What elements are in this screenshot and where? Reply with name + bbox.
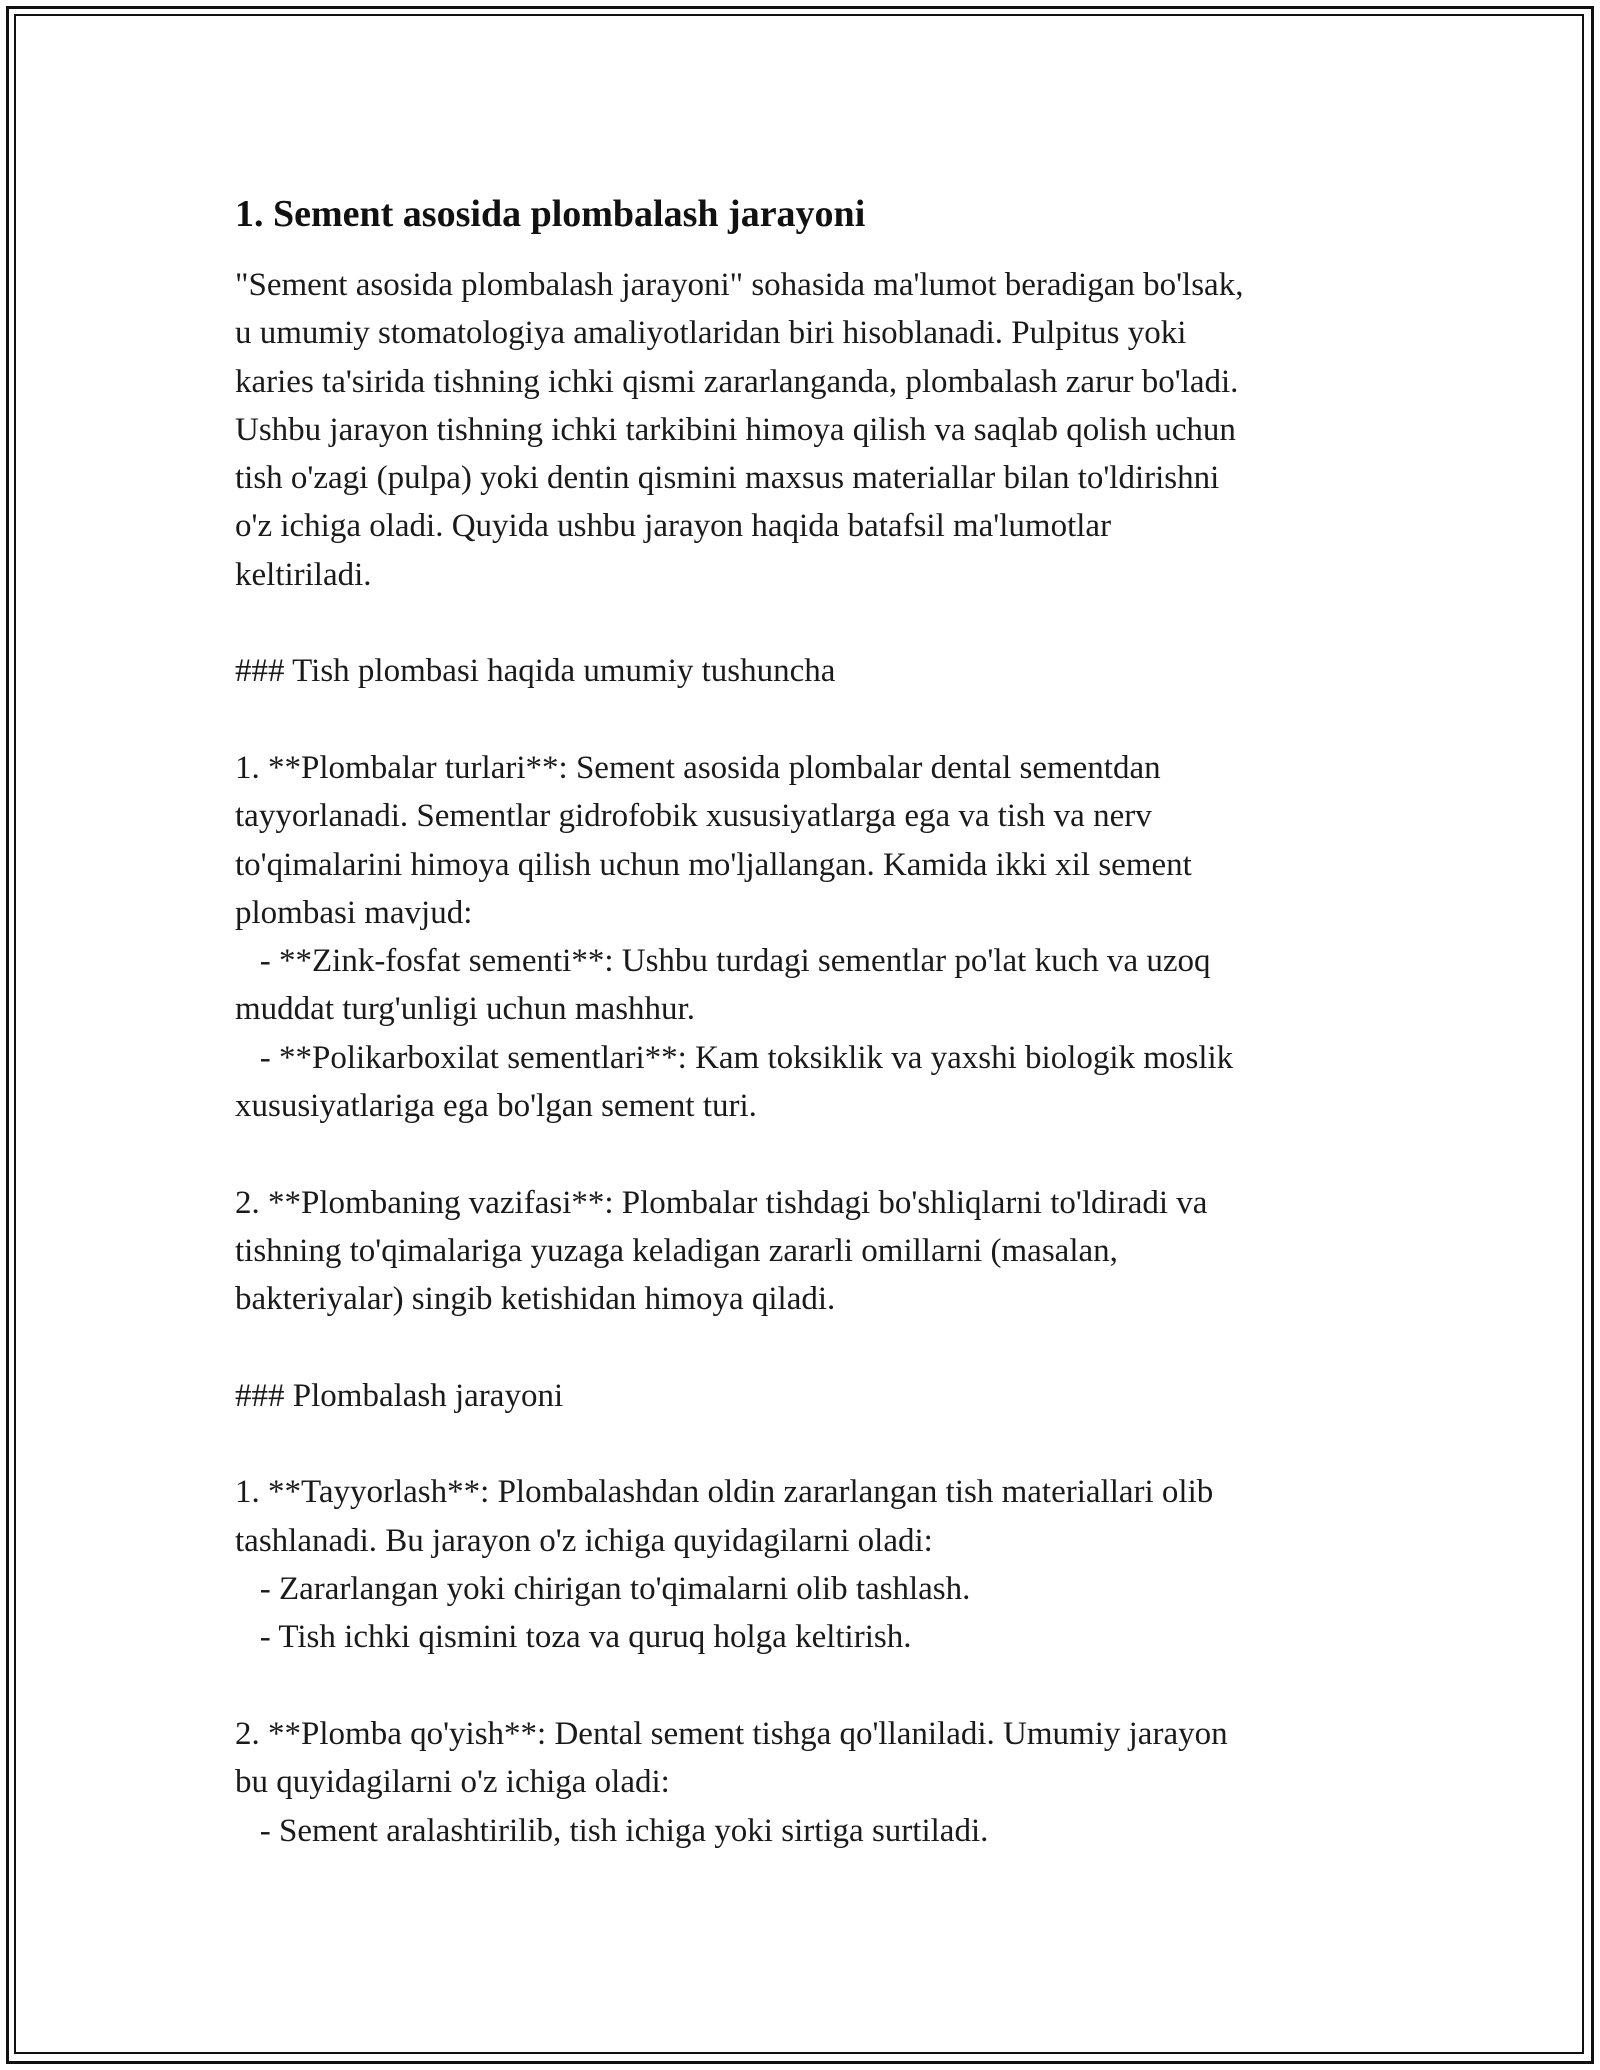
document-body: "Sement asosida plombalash jarayoni" sohasida ma'lumot beradigan bo'lsak, u umumiy stomatologiya amaliyotlaridan biri hisoblanadi. Pulpitus yoki karies ta'sirida tishning ichki qismi zararlanganda, plombalash zarur bo'ladi. Ushbu jarayon tishning ichki tarkibini himoya qilish va saqlab qolish uchun tish o'zagi (pulpa) yoki dentin qismini maxsus materiallar bilan to'ldirishni o'z ichiga oladi. Quyida ushbu jarayon haqida batafsil ma'lumotlar keltiriladi. ### Tish plombasi haqida umumiy tushuncha 1. **Plombalar turlari**: Sement asosida plombalar dental sementdan tayyorlanadi. Sementlar gidrofobik xususiyatlarga ega va tish va nerv to'qimalarini himoya qilish uchun mo'ljallangan. Kamida ikki xil sement plombasi mavjud: - **Zink-fosfat sementi**: Ushbu turdagi sementlar po'lat kuch va uzoq muddat turg'unligi uchun mashhur. - **Polikarboxilat sementlari**: Kam toksiklik va yaxshi biologik moslik xususiyatlariga ega bo'lgan sement turi. 2. **Plombaning vazifasi**: Plombalar tishdagi bo'shliqlarni to'ldiradi va tishning to'qimalariga yuzaga keladigan zararli omillarni (masalan, bakteriyalar) singib ketishidan himoya qiladi. ### Plombalash jarayoni 1. **Tayyorlash**: Plombalashdan oldin zararlangan tish materiallari olib tashlanadi. Bu jarayon o'z ichiga quyidagilarni oladi: - Zararlangan yoki chirigan to'qimalarni olib tashlash. - Tish ichki qismini toza va quruq holga keltirish. 2. **Plomba qo'yish**: Dental sement tishga qo'llaniladi. Umumiy jarayon bu quyidagilarni o'z ichiga oladi: - Sement aralashtirilib, tish ichiga yoki sirtiga surtiladi.	[235, 267, 1244, 1849]
page-title: 1. Sement asosida plombalash jarayoni	[235, 193, 866, 235]
document-content	[235, 186, 1365, 1855]
